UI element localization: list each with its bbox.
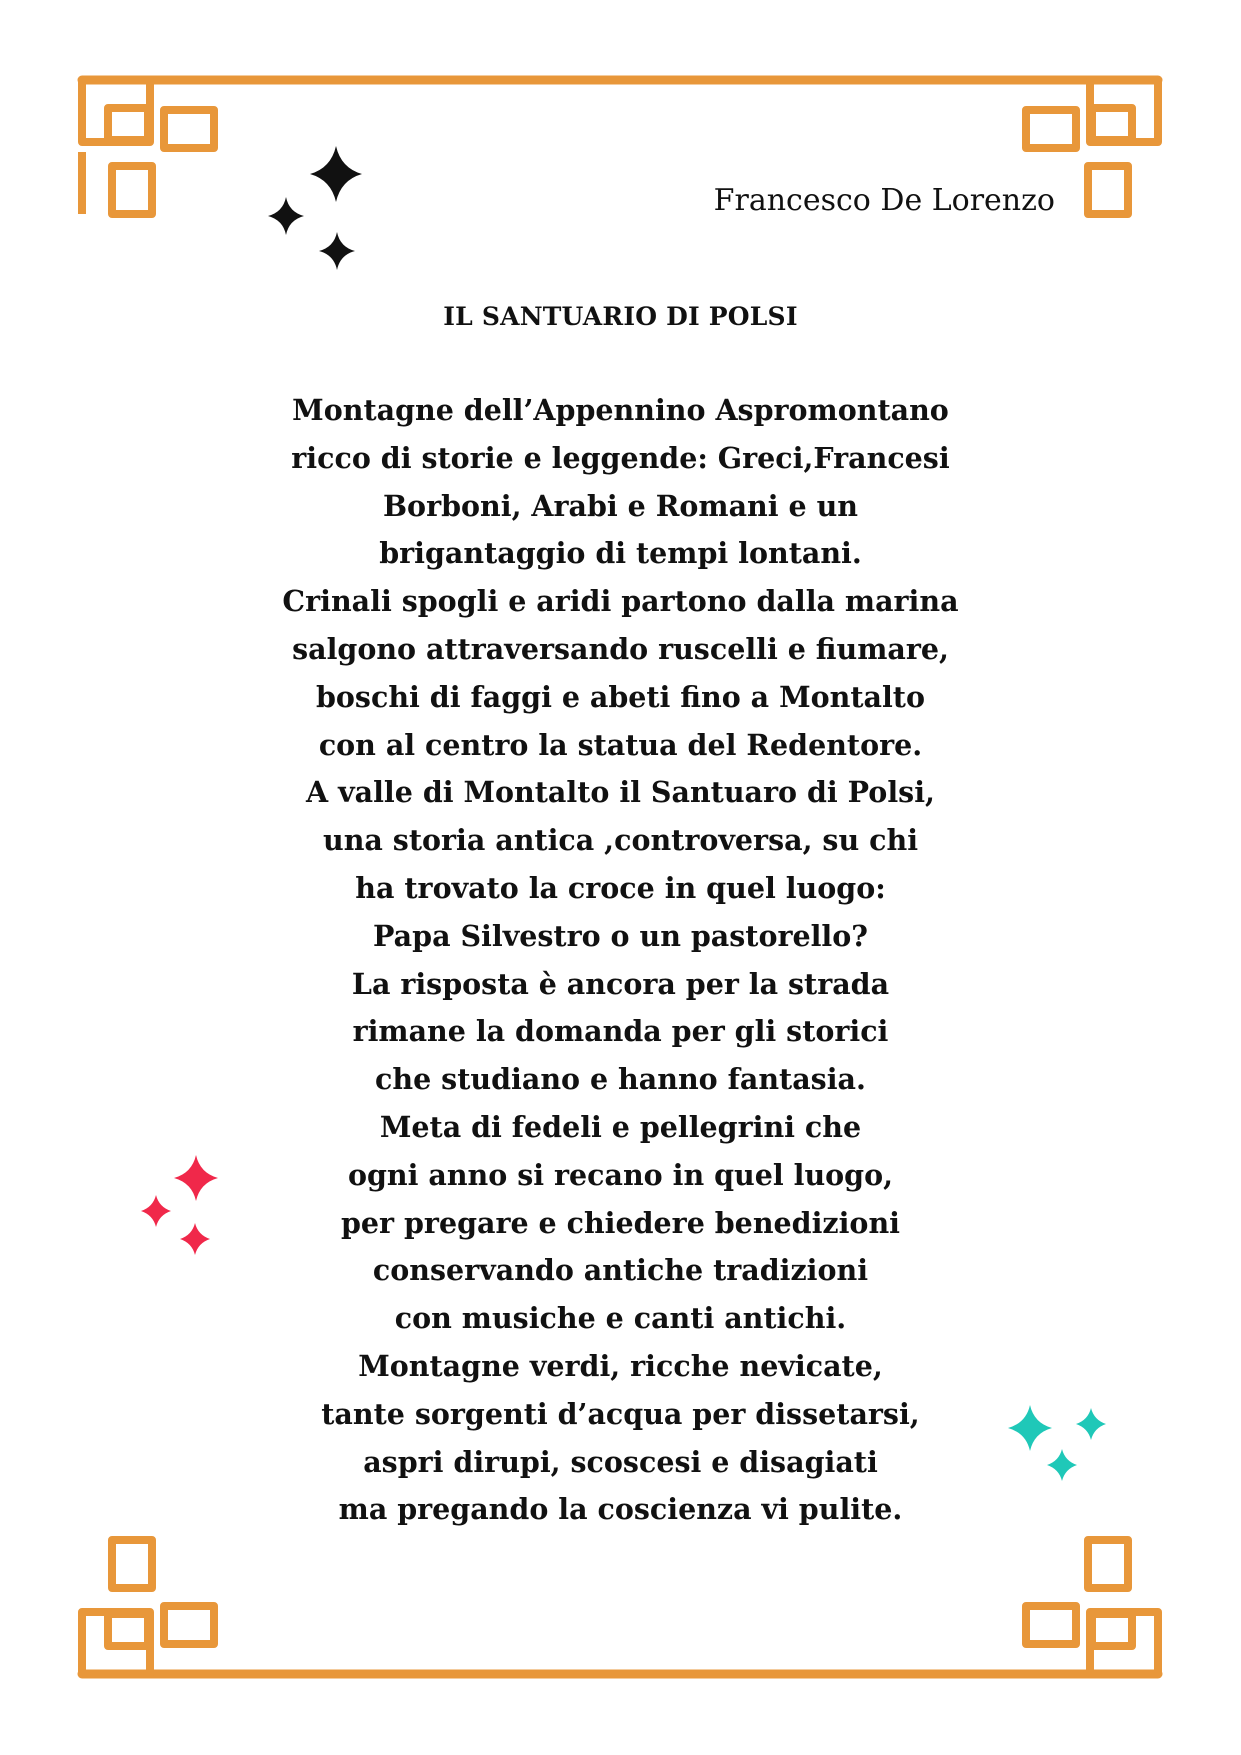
- poem-line: per pregare e chiedere benedizioni: [341, 1205, 900, 1240]
- poem-line: conservando antiche tradizioni: [372, 1253, 869, 1288]
- poem-line: La risposta è ancora per la strada: [351, 966, 890, 1001]
- poem-line: aspri dirupi, scoscesi e disagiati: [363, 1444, 878, 1479]
- poem-line: A valle di Montalto il Santuaro di Polsi,: [306, 775, 935, 810]
- sparkles-black: [268, 146, 362, 270]
- poem-line: Montagne verdi, ricche nevicate,: [358, 1348, 883, 1383]
- poem-line: Montagne dell’Appennino Aspromontano: [292, 393, 949, 427]
- corner-ornament-bottom-left: [82, 1540, 214, 1674]
- poem-line: che studiano e hanno fantasia.: [375, 1062, 866, 1097]
- poem-line: ricco di storie e leggende: Greci,Francesi: [291, 440, 950, 475]
- poem-line: una storia antica ,controversa, su chi: [322, 823, 919, 858]
- sparkle-icon: [141, 1195, 171, 1227]
- poem-line: ma pregando la coscienza vi pulite.: [338, 1492, 903, 1527]
- poem-line: tante sorgenti d’acqua per dissetarsi,: [321, 1396, 920, 1431]
- poem-line: salgono attraversando ruscelli e fiumare,: [292, 631, 949, 666]
- poem-line: con musiche e canti antichi.: [394, 1301, 847, 1336]
- corner-ornament-bottom-right: [1026, 1540, 1158, 1674]
- poem-line: boschi di faggi e abeti fino a Montalto: [316, 679, 925, 714]
- poem-body: [200, 387, 1041, 1534]
- sparkle-icon: [268, 197, 304, 235]
- poem-line: rimane la domanda per gli storici: [352, 1014, 889, 1049]
- author-name: Francesco De Lorenzo: [713, 183, 1055, 218]
- corner-ornament-top-left: [82, 80, 214, 214]
- poem-line: con al centro la statua del Redentore.: [318, 727, 923, 762]
- poem-line: Crinali spogli e aridi partono dalla marina: [282, 584, 959, 619]
- poem-line: Meta di fedeli e pellegrini che: [379, 1109, 862, 1144]
- sparkle-icon: [1076, 1408, 1106, 1440]
- poem-line: brigantaggio di tempi lontani.: [379, 536, 862, 571]
- sparkle-icon: [310, 146, 362, 202]
- poem-line: Papa Silvestro o un pastorello?: [373, 918, 868, 953]
- poem-title: IL SANTUARIO DI POLSI: [443, 302, 798, 331]
- poem-line: Borboni, Arabi e Romani e un: [382, 488, 859, 523]
- sparkle-icon: [1047, 1449, 1077, 1481]
- sparkle-icon: [319, 232, 355, 270]
- poem-line: ha trovato la croce in quel luogo:: [355, 870, 886, 905]
- poem-line: ogni anno si recano in quel luogo,: [347, 1157, 894, 1192]
